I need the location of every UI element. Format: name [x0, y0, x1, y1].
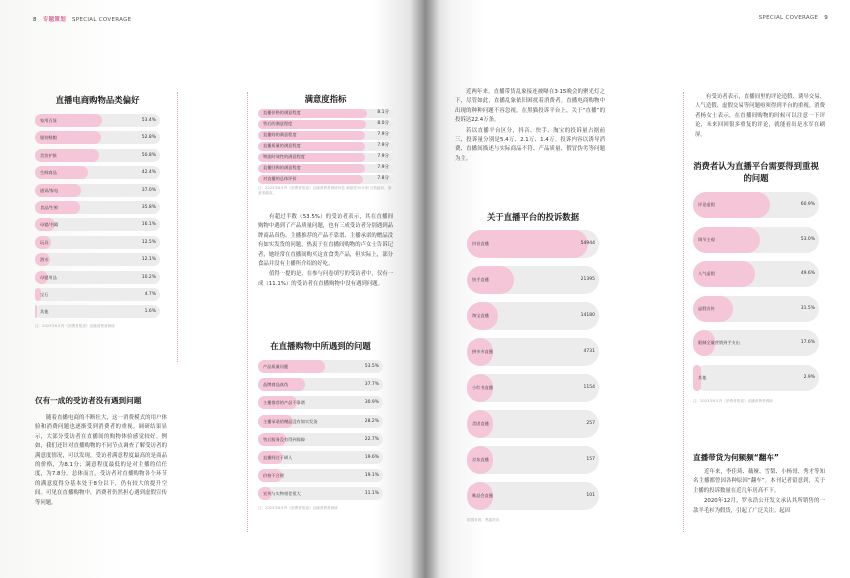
bar-row [258, 396, 383, 409]
bar-row [693, 261, 819, 287]
bar-row [35, 271, 160, 284]
bar-value-label: 4731 [583, 349, 595, 354]
side-text [695, 93, 825, 141]
bar-row [35, 201, 160, 214]
chart-title: 关于直播平台的投诉数据 [486, 212, 580, 222]
right-page-number: 9 [824, 15, 828, 21]
concern-chart [693, 160, 819, 404]
bar-row [467, 482, 599, 510]
bar-row [467, 374, 599, 402]
bar-label: 服装鞋帽 [40, 135, 57, 141]
bar-row [693, 365, 819, 391]
bar-label: 其他 [40, 309, 49, 315]
chart-title: 消费者认为直播平台需要得到重视的问题 [693, 161, 819, 183]
bar-value-label: 7.9分 [377, 132, 389, 137]
bar-label: 直播间过于刷人 [263, 454, 293, 460]
bar-label: 物流时效性的满意程度 [263, 154, 305, 159]
bar-label: 主播推荐的产品不靠谱 [263, 400, 305, 406]
complaint-chart [467, 211, 599, 523]
middle-text-column [258, 213, 393, 290]
right-page [425, 0, 850, 578]
bar-label: 产品质量问题 [263, 364, 289, 369]
bar-value-label: 10.2% [141, 274, 156, 280]
chart-title: 在直播购物中所遇到的问题 [270, 341, 371, 351]
bar-value-label: 8.0分 [377, 121, 389, 126]
bar-label: 淘宝直播 [472, 313, 489, 318]
bar-value-label: 37.0% [141, 187, 156, 193]
bar-row [467, 410, 599, 438]
bar-value-label: 157 [586, 457, 595, 462]
bar-value-label: 7.9分 [377, 154, 389, 159]
sub-heading: 直播带货为何频频“翻车” [693, 453, 779, 462]
bar-label: 快手直播 [472, 277, 489, 282]
bar-value-label: 30.9% [364, 400, 379, 406]
sub-heading: 仅有一成的受访者没有遇到问题 [35, 396, 142, 405]
bar-label: 拼多多直播 [472, 349, 493, 354]
bar-row [35, 149, 160, 162]
bar-row [35, 236, 160, 249]
column-divider [683, 92, 684, 532]
bar-row [258, 378, 383, 391]
chart-source-note: 注：2023年6月内《消费者报道》直播消费者调研问卷 满意度10分制 分数越高，满意度越高。 [258, 186, 392, 195]
column-divider [247, 92, 248, 532]
bar-label: 玩具 [40, 239, 49, 245]
bar-value-label: 50.8% [141, 152, 156, 158]
bar-value-label: 42.4% [141, 170, 156, 176]
bar-row [258, 451, 383, 464]
left-section-en: SPECIAL COVERAGE [72, 17, 132, 23]
bar-row [258, 164, 393, 173]
bar-label: 售后的满意程度 [263, 121, 293, 126]
bar-label: 虚假宣传 [698, 305, 715, 311]
chart-bars [258, 109, 393, 184]
bar-row [693, 296, 819, 322]
bar-row [35, 166, 160, 179]
bar-value-label: 35.8% [141, 204, 156, 210]
body-text: 近年来，李佳琦、薇娅、雪梨、小杨哥、秀才等知名主播都曾因各种原因“翻车”。本刊记者留意到，关于主播的投诉数量在近几年居高不下。 2020年12月，罗永浩公开发文承认其所销售的一款羊毛衫为假货，引起了广泛关注。起因 [693, 469, 825, 514]
bar-label: 主播承诺的赠品没有如实发货 [263, 418, 318, 424]
category-preference-chart [35, 94, 160, 329]
bar-value-label: 12.5% [141, 239, 156, 245]
bar-value-label: 11.1% [364, 491, 379, 497]
bar-value-label: 1154 [583, 385, 595, 390]
right-header [759, 15, 828, 21]
bar-label: 宝石 [40, 291, 49, 297]
bar-row [258, 142, 393, 151]
bar-label: 调节主观 [698, 236, 715, 242]
bar-value-label: 53.0% [800, 236, 815, 242]
chart-source-note: 数据来源：黑猫投诉 [467, 518, 500, 522]
bar-label: 限制全量营销到手支出 [698, 340, 740, 345]
bar-value-label: 53.5% [364, 364, 379, 369]
bar-value-label: 31.5% [800, 305, 815, 311]
intro-text [455, 88, 605, 165]
bar-row [258, 433, 383, 446]
page-gutter-shadow [410, 0, 440, 578]
bar-value-label: 14180 [580, 313, 595, 318]
chart-title: 直播电商购物品类偏好 [55, 95, 140, 105]
bar-row [35, 218, 160, 231]
bar-row [258, 175, 393, 184]
bar-row [258, 131, 393, 140]
bar-value-label: 28.2% [364, 418, 379, 424]
bar-row [258, 469, 383, 482]
chart-title: 满意度指标 [304, 94, 347, 104]
left-text-column [35, 395, 167, 509]
bar-row [467, 338, 599, 366]
bar-label: 母婴/书籍 [40, 222, 59, 228]
bar-value-label: 53.4% [141, 118, 156, 123]
bar-label: 家用百货 [40, 118, 57, 123]
right-section-en: SPECIAL COVERAGE [758, 15, 819, 21]
bar-row [258, 415, 383, 428]
bar-label: 唯品会直播 [472, 493, 493, 498]
bar-row [35, 305, 160, 318]
bar-value-label: 2.9% [803, 374, 815, 380]
bar-value-label: 16.1% [141, 222, 156, 228]
bar-value-label: 1.6% [144, 309, 156, 315]
bar-label: 直播价格的满意程度 [263, 110, 301, 115]
bar-label: 美团直播 [472, 421, 489, 426]
bar-label: 酒水 [40, 257, 49, 263]
bar-value-label: 7.9分 [377, 143, 389, 148]
bar-label: 其他 [698, 374, 707, 380]
bar-value-label: 49.6% [800, 271, 815, 276]
bar-row [258, 109, 393, 118]
bar-row [693, 227, 819, 253]
bar-label: 母婴用品 [40, 274, 57, 280]
bar-value-label: 22.7% [364, 436, 379, 442]
bar-row [258, 120, 393, 129]
bar-value-label: 7.8分 [377, 176, 389, 181]
bar-label: 评论虚假 [698, 202, 715, 207]
bar-label: 售后服务没有得到保障 [263, 436, 305, 442]
bar-row [693, 192, 819, 218]
bar-value-label: 37.7% [364, 382, 379, 388]
body-text: 近两年来，直播带货乱象接连被曝在3·15晚会的聚光灯之下，尽管如此，直播乱象依旧困扰着消费者。直播电商购物中出现的种种问题不容忽视。在黑猫投诉平台上，关于“直播”的投诉达22.4万条。 若以直播平台区分，抖音、快手、淘宝的投诉量占据前三，投诉量分别是5.4万、2.1万、1.4万。投诉内容以诱导消费、直播间描述与实际商品不符、产品质量、假冒伪劣等问题为主。 [455, 89, 605, 162]
left-page-number: 8 [33, 17, 37, 23]
bar-value-label: 60.9% [800, 202, 815, 207]
bar-label: 直播间的满意程度 [263, 132, 297, 137]
bar-label: 生鲜商品 [40, 170, 57, 176]
bar-row [35, 131, 160, 144]
bar-row [35, 288, 160, 301]
bar-value-label: 54944 [580, 241, 595, 246]
bar-row [467, 266, 599, 294]
bar-row [467, 302, 599, 330]
bar-row [467, 446, 599, 474]
left-header [33, 15, 131, 23]
bar-value-label: 52.8% [141, 135, 156, 141]
problems-chart [258, 340, 383, 511]
column-divider [177, 92, 178, 362]
chart-bars [693, 192, 819, 391]
bar-label: 食品/生鲜 [40, 204, 59, 210]
bar-value-label: 257 [586, 421, 595, 426]
bar-label: 直播质量的满意程度 [263, 143, 301, 148]
bar-row [35, 184, 160, 197]
bar-label: 价格不合理 [263, 473, 284, 479]
bar-label: 美妆护肤 [40, 152, 57, 158]
bar-value-label: 7.9分 [377, 165, 389, 170]
bar-label: 小红书直播 [472, 385, 493, 390]
chart-bars [467, 230, 599, 510]
bar-row [258, 487, 383, 500]
bar-row [258, 360, 383, 373]
bar-label: 品牌商品真伪 [263, 382, 289, 388]
bar-row [258, 153, 393, 162]
right-text-column [693, 452, 825, 517]
bar-value-label: 12.1% [141, 257, 156, 263]
chart-source-note: 注：2023年6月内《消费者报道》直播消费者调研 [35, 324, 115, 329]
bar-row [35, 114, 160, 127]
bar-row [693, 330, 819, 356]
bar-row [467, 230, 599, 258]
bar-value-label: 17.6% [800, 340, 815, 345]
bar-value-label: 101 [586, 493, 595, 498]
bar-value-label: 19.1% [364, 473, 379, 479]
bar-label: 通讯/家电 [40, 187, 59, 193]
bar-label: 抖音直播 [472, 241, 489, 246]
bar-label: 宣传与实物相差很大 [263, 491, 301, 497]
bar-label: 人气虚假 [698, 271, 715, 276]
bar-label: 京东直播 [472, 457, 489, 462]
left-section-label: 专题策划 [42, 17, 67, 23]
bar-row [35, 253, 160, 266]
bar-value-label: 8.1分 [377, 110, 389, 115]
body-text: 有超过半数（53.5%）的受访者表示，其在直播间购物中遇到了产品质量问题，也有三成受访者分别遇到品牌商品真伪、主播推荐的产品不靠谱、主播承诺的赠品没有如实发货的问题，热衷于在直播间购物的卢女士告诉记者，她经常在直播间购买这直食类产品，但实际上，部分食品并没有主播所介绍的好吃。 值得一提的是，在参与问卷填写的受访者中，仅有一成（11.1%）的受访者在直播购物中没有遇到问题。 [258, 214, 393, 287]
bar-value-label: 4.7% [144, 291, 156, 297]
body-text: 有受访者表示，直播间里的评论造假、诱导交易、人气造假、虚假交易等问题亟须得到平台的重视。消费者杨女士表示，在直播间购物的时候可以注意一下评论，未来回回很多重复的评论，就能看出是水军在刷屏。 [695, 94, 825, 138]
chart-source-note: 注：2023年6月内《消费者报道》直播消费者调研 [258, 505, 338, 510]
bar [35, 305, 37, 318]
bar-value-label: 21395 [580, 277, 595, 282]
chart-source-note: 注：2023年6月内《消费者报道》直播消费者调研 [693, 399, 773, 403]
chart-bars [258, 360, 383, 500]
bar-label: 对直播的总体评价 [263, 176, 297, 181]
body-text: 随着直播电商的不断壮大，这一消费模式的用户体验和消费问题也逐渐受到消费者的重视。调研结果显示，大部分受访者在直播间的购物体验感觉较好。例如，我们还针对直播购物的不同节点调查了解受访者的满意度情况，可以发现，受访者满意程度最高的是商品的价格，为8.1分；满意程度最低的是对主播的信任度，为7.8分。总体而言，受访者对直播购物各个环节的满意度得分基本处于8分以下，仍有较大的提升空间。可见在直播购物中，消费者仍然担心遇到虚假宣传等问题。 [35, 415, 167, 506]
bar-value-label: 19.6% [364, 454, 379, 460]
chart-bars [35, 114, 160, 318]
bar-label: 直播回购的满意程度 [263, 165, 301, 170]
satisfaction-chart [258, 93, 393, 196]
